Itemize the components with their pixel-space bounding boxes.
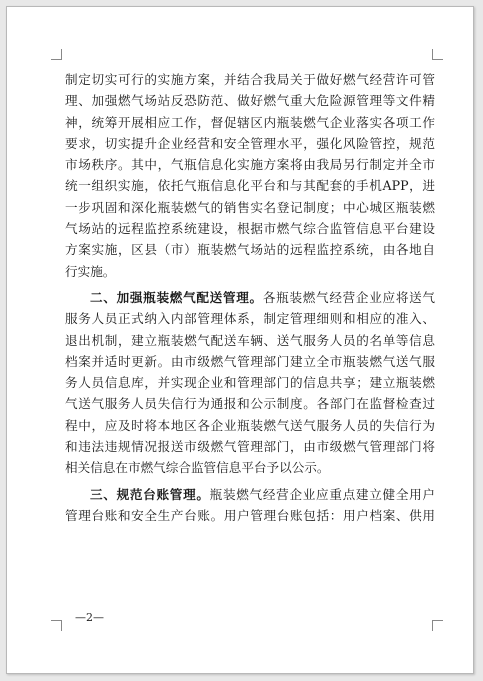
document-page (6, 6, 474, 674)
page-number: —2— (75, 611, 104, 624)
text-run: 各瓶装燃气经营企业应将送气 (262, 289, 435, 305)
crop-mark-top-left (51, 49, 62, 60)
text-line: 制定切实可行的实施方案，并结合我局关于做好燃气经营许可管 (65, 72, 435, 87)
text-line: 退出机制，建立瓶装燃气配送车辆、送气服务人员的名单等信息 (65, 332, 435, 348)
section-heading: 三、规范台账管理。 (90, 486, 210, 502)
text-line: 管理台账和安全生产台账。用户管理台账包括：用户档案、供用 (65, 507, 435, 523)
text-line: 和违法违规情况报送市级燃气管理部门，由市级燃气管理部门将 (65, 439, 435, 455)
text-line: 神，统筹开展相应工作，督促辖区内瓶装燃气企业落实各项工作 (65, 114, 435, 130)
text-line: 方案实施，区县（市）瓶装燃气场站的远程监控系统，由各地自 (65, 242, 435, 258)
text-line: 档案并适时更新。由市级燃气管理部门建立全市瓶装燃气送气服 (65, 353, 435, 369)
crop-mark-top-right (432, 49, 443, 60)
text-line: 市场秩序。其中，气瓶信息化实施方案将由我局另行制定并全市 (65, 157, 435, 173)
crop-mark-bottom-right (432, 620, 443, 631)
text-line: 要求，切实提升企业经营和安全管理水平，强化风险管控，规范 (65, 135, 435, 151)
text-line: 务人员信息库，并实现企业和管理部门的信息共享；建立瓶装燃 (65, 375, 435, 391)
paragraph-2 (65, 287, 435, 479)
text-line: 气送气服务人员失信行为通报和公示制度。各部门在监督检查过 (65, 396, 435, 412)
text-line-first (65, 287, 435, 308)
text-line: 气场站的远程监控系统建设，根据市燃气综合监管信息平台建设 (65, 221, 435, 237)
text-line: 程中，应及时将本地区各企业瓶装燃气送气服务人员的失信行为 (65, 417, 435, 433)
document-body (65, 69, 435, 526)
text-line: 相关信息在市燃气综合监管信息平台予以公示。 (65, 460, 330, 476)
text-line: 统一组织实施，依托气瓶信息化平台和与其配套的手机APP，进 (65, 178, 435, 194)
text-line: 服务人员正式纳入内部管理体系，制定管理细则和相应的准入、 (65, 311, 435, 327)
text-line: 一步巩固和深化瓶装燃气的销售实名登记制度；中心城区瓶装燃 (65, 199, 435, 215)
paragraph-3 (65, 484, 435, 527)
crop-mark-bottom-left (51, 620, 62, 631)
text-line-first (65, 484, 435, 505)
paragraph-1 (65, 69, 435, 282)
text-run: 瓶装燃气经营企业应重点建立健全用户 (209, 486, 435, 502)
text-line: 行实施。 (65, 263, 116, 279)
text-line: 理、加强燃气场站反恐防范、做好燃气重大危险源管理等文件精 (65, 93, 435, 109)
section-heading: 二、加强瓶装燃气配送管理。 (90, 289, 263, 305)
